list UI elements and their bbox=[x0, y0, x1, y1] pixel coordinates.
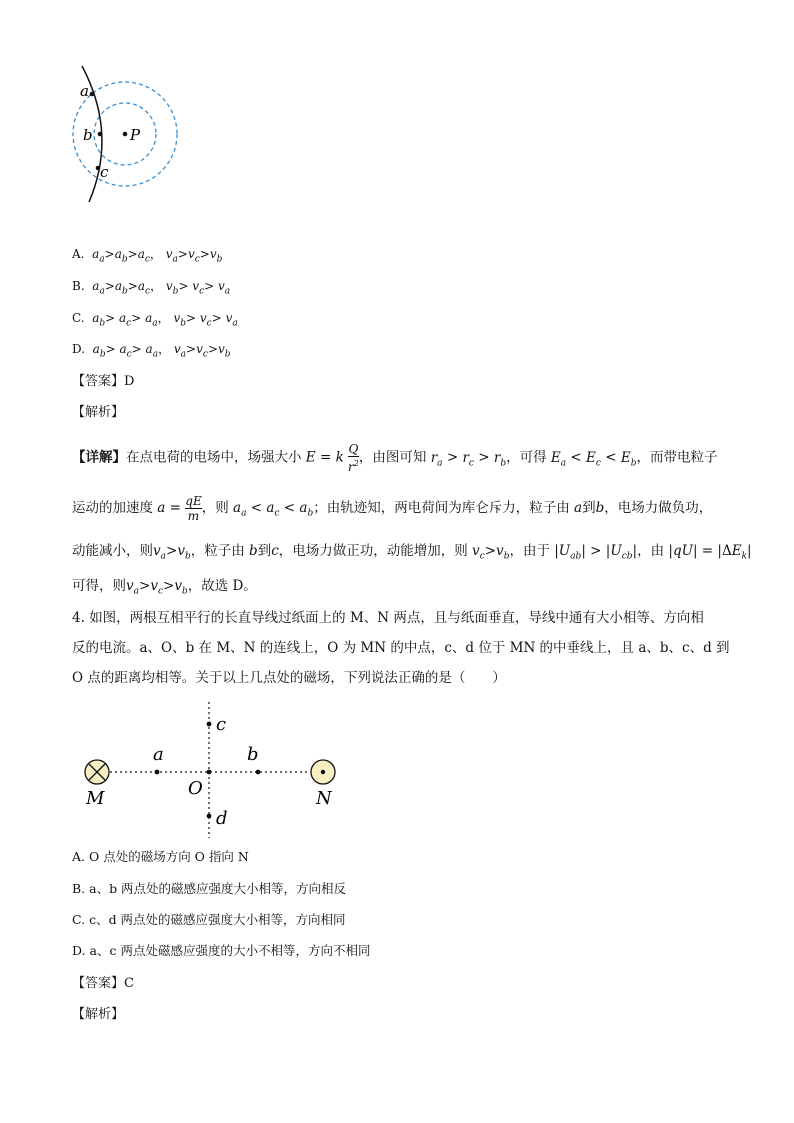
q3-analysis-label: 【解析】 bbox=[72, 405, 125, 420]
label-c: c bbox=[216, 714, 227, 735]
q3-answer: 【答案】D bbox=[72, 374, 135, 389]
figure-field-trajectory bbox=[60, 60, 190, 208]
label-n: N bbox=[316, 788, 332, 809]
point-a-dot bbox=[155, 770, 160, 775]
q4-analysis-label: 【解析】 bbox=[72, 1007, 125, 1022]
q4-option-a: A. O 点处的磁场方向 O 指向 N bbox=[72, 849, 249, 864]
label-a: a bbox=[153, 744, 164, 765]
q4-option-b: B. a、b 两点处的磁感应强度大小相等，方向相反 bbox=[72, 881, 347, 896]
point-c-dot bbox=[207, 722, 212, 727]
q4-stem-line-1: 4. 如图，两根互相平行的长直导线过纸面上的 M、N 两点，且与纸面垂直，导线中通有大小相等、方向相 bbox=[72, 610, 704, 626]
point-p-dot bbox=[123, 132, 128, 137]
label-a: a bbox=[80, 82, 89, 100]
wire-m-into-page-icon bbox=[85, 760, 109, 784]
wire-n-out-of-page-icon bbox=[311, 760, 335, 784]
q4-answer: 【答案】C bbox=[72, 976, 134, 991]
point-b-dot bbox=[256, 770, 261, 775]
label-m: M bbox=[86, 788, 105, 809]
label-d: d bbox=[216, 808, 228, 829]
label-b: b bbox=[83, 126, 93, 144]
q3-option-c: C. $a_b> a_c> a_a$， $v_b> v_c> v_a$ bbox=[72, 311, 238, 329]
q3-detail-line-4: 可得，则$v_a>v_c>v_b$，故选 D。 bbox=[72, 578, 257, 597]
point-d-dot bbox=[207, 814, 212, 819]
q4-stem-line-3: O 点的距离均相等。关于以上几点处的磁场，下列说法正确的是（ ） bbox=[72, 670, 506, 686]
figure-wires-mn bbox=[80, 698, 350, 840]
q3-detail-line-2: 运动的加速度 a = $\frac{qE}{m}$ ，则 $a_a < a_c < a_b$；由轨迹知，两电荷间为库仑斥力，粒子由 a到b，电场力做负功， bbox=[72, 494, 713, 523]
q4-option-c: C. c、d 两点处的磁感应强度大小相等，方向相同 bbox=[72, 912, 346, 927]
q4-stem-line-2: 反的电流。a、O、b 在 M、N 的连线上，O 为 MN 的中点，c、d 位于 MN 的中垂线上，且 a、b、c、d 到 bbox=[72, 640, 730, 656]
label-o: O bbox=[188, 778, 203, 799]
label-c: c bbox=[100, 163, 109, 181]
point-b-dot bbox=[98, 132, 103, 137]
q3-detail-line-3: 动能减小，则$v_a>v_b$，粒子由 b到c，电场力做正功，动能增加，则 $v_c>v_b$，由于 $|U_{ab}| > |U_{cb}|$，由 $|qU| = |\Delta E_k|$ bbox=[72, 543, 752, 562]
q3-option-a: A. $a_a>a_b>a_c$， $v_a>v_c>v_b$ bbox=[72, 247, 223, 265]
q3-option-d: D. $a_b> a_c> a_a$， $v_a>v_c>v_b$ bbox=[72, 342, 231, 360]
point-a-dot bbox=[90, 92, 95, 97]
q3-detail-line-1: 【详解】在点电荷的电场中，场强大小 E = k $\frac{Q}{r^2}$ ，由图可知 $r_a > r_c > r_b$，可得 $E_a < E_c < E_b$，而带电粒子 bbox=[72, 442, 718, 474]
label-b: b bbox=[247, 744, 259, 765]
point-o-dot bbox=[207, 770, 212, 775]
label-p: P bbox=[130, 126, 141, 144]
q4-option-d: D. a、c 两点处磁感应强度的大小不相等，方向不相同 bbox=[72, 943, 371, 958]
q3-option-b: B. $a_a>a_b>a_c$， $v_b> v_c> v_a$ bbox=[72, 279, 231, 297]
